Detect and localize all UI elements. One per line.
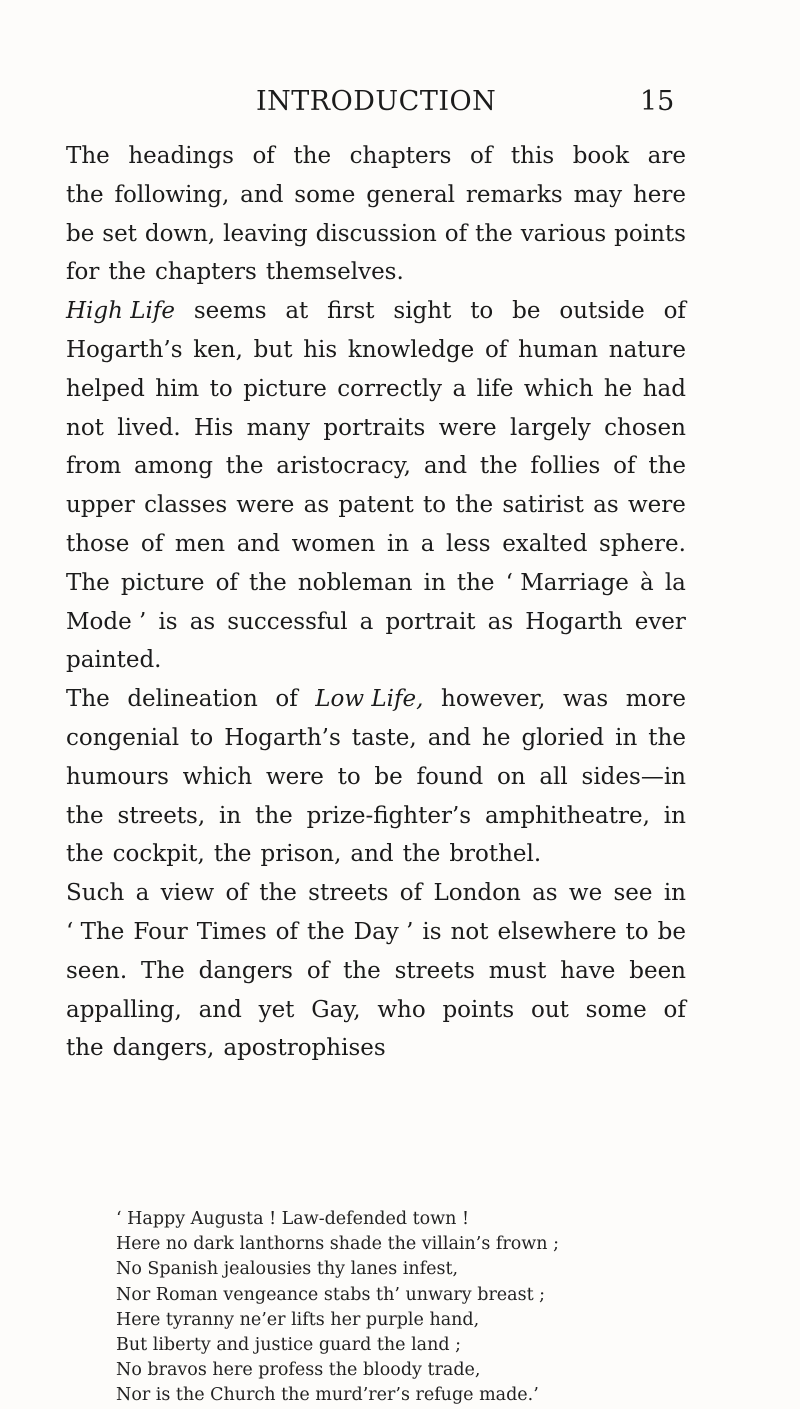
word: been (629, 957, 686, 984)
word: themselves. (265, 259, 404, 286)
word: points (442, 996, 515, 1023)
word: in (386, 530, 410, 557)
word: appalling, (66, 996, 182, 1023)
word: The (66, 686, 110, 713)
word: various (520, 220, 607, 247)
text-line (66, 215, 686, 254)
word: a (420, 530, 435, 557)
word: prize-fighter’s (306, 802, 472, 829)
text-line (66, 137, 686, 176)
word: headings (128, 143, 234, 169)
word: were (438, 414, 497, 441)
word: the (456, 569, 495, 596)
word: must (488, 957, 547, 984)
word: which (523, 375, 594, 402)
word: nature (608, 336, 686, 363)
word: and (240, 181, 284, 208)
word: to (470, 298, 494, 325)
verse-line: Nor Roman vengeance stabs th’ unwary breast ; (116, 1284, 546, 1305)
word: Such (66, 880, 125, 907)
word: of (252, 143, 275, 169)
word: remarks (465, 181, 563, 208)
text-line (66, 292, 686, 331)
word: the (343, 957, 381, 984)
text-line (66, 719, 686, 758)
word: in (663, 802, 686, 829)
word: on (496, 763, 526, 790)
word: however, (441, 686, 546, 713)
word: him (155, 375, 200, 402)
word: dangers, (112, 1035, 215, 1062)
word: life (476, 375, 514, 402)
running-title: INTRODUCTION (256, 86, 497, 117)
word: for (66, 259, 100, 286)
text-line (66, 603, 686, 642)
word: general (366, 181, 456, 208)
word: be (512, 298, 541, 325)
word: à (640, 569, 654, 596)
text-line (66, 758, 686, 797)
word: the (66, 181, 104, 208)
word: Hogarth (525, 608, 623, 635)
word: The (141, 957, 185, 984)
word: be (66, 220, 95, 247)
word: Hogarth’s (66, 336, 183, 363)
word: may (573, 181, 623, 208)
word: and (198, 996, 242, 1023)
word: Times (196, 918, 267, 945)
word: who (377, 996, 426, 1023)
word: of (469, 143, 493, 169)
word: taste, (351, 724, 417, 751)
word: the (455, 492, 494, 519)
word: book (572, 143, 630, 169)
word: the (259, 880, 297, 907)
word: human (518, 336, 599, 363)
word: were (236, 492, 295, 519)
word: chosen (604, 414, 686, 441)
word: of (306, 957, 330, 984)
word: Low Life, (315, 686, 424, 713)
word: ‘ Marriage (505, 569, 629, 596)
word: not (450, 918, 489, 945)
word: picture (120, 569, 205, 596)
word: largely (510, 414, 591, 441)
word: of (663, 298, 686, 325)
word: the (66, 841, 104, 868)
word: the (293, 143, 332, 169)
word: which (182, 763, 253, 790)
word: of (225, 880, 248, 907)
word: outside (559, 298, 645, 325)
verse-line: Nor is the Church the murd’rer’s refuge made.’ (116, 1385, 539, 1406)
word: a (359, 608, 374, 635)
word: painted. (66, 647, 162, 674)
word: ken, (193, 336, 243, 363)
word: have (560, 957, 616, 984)
word: first (327, 298, 375, 325)
word: London (433, 880, 521, 907)
word: brothel. (449, 841, 542, 868)
word: sphere. (599, 530, 686, 557)
word: out (531, 996, 569, 1023)
word: Gay, (311, 996, 361, 1023)
word: the (108, 259, 147, 286)
word: seen. (66, 957, 128, 984)
word: The (66, 569, 110, 596)
word: set (102, 220, 137, 247)
text-line (66, 680, 686, 719)
word: The (66, 143, 110, 169)
word: follies (530, 453, 601, 480)
word: less (446, 530, 491, 557)
text-line (66, 370, 686, 409)
text-line (66, 1029, 686, 1068)
word: streets, (117, 802, 206, 829)
word: the (66, 802, 104, 829)
word: the (402, 841, 441, 868)
word: gloried (521, 724, 605, 751)
verse-line: No Spanish jealousies thy lanes infest, (116, 1259, 459, 1280)
word: and (350, 841, 394, 868)
word: were (627, 492, 686, 519)
word: cockpit, (112, 841, 205, 868)
word: as (593, 492, 619, 519)
word: discussion (315, 220, 437, 247)
word: see (613, 880, 653, 907)
word: and (423, 453, 468, 480)
word: women (291, 530, 376, 557)
word: exalted (502, 530, 588, 557)
word: was (562, 686, 609, 713)
word: successful (227, 608, 348, 635)
word: High Life (66, 298, 176, 325)
word: lived. (117, 414, 181, 441)
word: of (484, 336, 508, 363)
word: many (246, 414, 310, 441)
text-line (66, 641, 686, 680)
word: we (568, 880, 603, 907)
text-line (66, 409, 686, 448)
word: to (337, 763, 361, 790)
word: his (303, 336, 338, 363)
word: portrait (385, 608, 476, 635)
word: not (66, 414, 104, 441)
word: of (140, 530, 164, 557)
word: in (423, 569, 446, 596)
text-line (66, 913, 686, 952)
word: portraits (323, 414, 426, 441)
word: but (253, 336, 293, 363)
text-line (66, 525, 686, 564)
word: la (664, 569, 686, 596)
word: from (66, 453, 122, 480)
word: aristocracy, (276, 453, 411, 480)
text-line (66, 991, 686, 1030)
word: patent (338, 492, 414, 519)
word: found (416, 763, 484, 790)
word: congenial (66, 724, 180, 751)
word: the (479, 453, 518, 480)
word: the (255, 802, 293, 829)
word: as (303, 492, 330, 519)
word: Four (133, 918, 188, 945)
word: the (66, 1035, 104, 1062)
word: men (174, 530, 226, 557)
text-line (66, 253, 686, 292)
body-text (66, 137, 686, 1068)
word: down, (144, 220, 216, 247)
word: amphitheatre, (484, 802, 650, 829)
word: humours (66, 763, 169, 790)
word: he (603, 375, 633, 402)
text-line (66, 176, 686, 215)
text-line (66, 564, 686, 603)
word: ever (634, 608, 686, 635)
word: yet (258, 996, 295, 1023)
word: sight (393, 298, 452, 325)
word: classes (144, 492, 228, 519)
word: leaving (223, 220, 308, 247)
word: to (423, 492, 447, 519)
word: is (158, 608, 178, 635)
word: to (625, 918, 649, 945)
word: be (657, 918, 686, 945)
word: some (585, 996, 647, 1023)
word: elsewhere (497, 918, 617, 945)
word: Hogarth’s (224, 724, 341, 751)
word: this (510, 143, 555, 169)
text-line (66, 874, 686, 913)
verse-line: Here tyranny ne’er lifts her purple hand, (116, 1309, 480, 1330)
word: among (134, 453, 213, 480)
word: be (374, 763, 403, 790)
word: view (160, 880, 215, 907)
word: all (539, 763, 568, 790)
word: some (294, 181, 356, 208)
word: picture (243, 375, 327, 402)
word: sides—in (581, 763, 686, 790)
page-number: 15 (640, 86, 675, 117)
page-header (0, 86, 800, 126)
word: of (444, 220, 468, 247)
word: chapters (155, 259, 257, 286)
word: to (209, 375, 233, 402)
text-line (66, 331, 686, 370)
verse-line: No bravos here profess the bloody trade, (116, 1360, 481, 1381)
word: of (613, 453, 636, 480)
word: a (135, 880, 150, 907)
word: chapters (349, 143, 452, 169)
word: upper (66, 492, 135, 519)
word: the (475, 220, 513, 247)
word: those (66, 530, 130, 557)
word: of (275, 686, 298, 713)
word: points (614, 220, 686, 247)
word: of (275, 918, 298, 945)
text-line (66, 797, 686, 836)
word: nobleman (297, 569, 413, 596)
verse-line: But liberty and justice guard the land ; (116, 1334, 462, 1355)
word: of (663, 996, 686, 1023)
word: ‘ The (66, 918, 125, 945)
word: dangers (198, 957, 293, 984)
verse-line: ‘ Happy Augusta ! Law-defended town ! (116, 1209, 470, 1229)
word: correctly (337, 375, 443, 402)
word: in (615, 724, 638, 751)
word: in (663, 880, 686, 907)
word: were (265, 763, 324, 790)
word: here (632, 181, 686, 208)
word: as (487, 608, 514, 635)
word: are (647, 143, 686, 169)
word: and (427, 724, 471, 751)
word: at (285, 298, 309, 325)
word: His (194, 414, 234, 441)
word: helped (66, 375, 145, 402)
word: the (648, 453, 686, 480)
word: of (399, 880, 423, 907)
word: the (648, 724, 686, 751)
text-line (66, 835, 686, 874)
word: delineation (127, 686, 258, 713)
word: as (189, 608, 216, 635)
text-line (66, 952, 686, 991)
word: prison, (260, 841, 342, 868)
word: is (422, 918, 442, 945)
word: to (190, 724, 214, 751)
word: more (625, 686, 686, 713)
word: of (215, 569, 238, 596)
word: satirist (502, 492, 584, 519)
word: Mode ’ (66, 608, 147, 635)
verse-quotation (116, 1207, 676, 1409)
word: following, (114, 181, 230, 208)
word: the (225, 453, 264, 480)
word: the (249, 569, 287, 596)
word: seems (193, 298, 267, 325)
word: Day ’ (353, 918, 414, 945)
word: he (482, 724, 511, 751)
word: knowledge (347, 336, 475, 363)
word: as (532, 880, 558, 907)
word: apostrophises (223, 1035, 386, 1062)
word: and (236, 530, 280, 557)
word: streets (308, 880, 389, 907)
word: in (219, 802, 242, 829)
text-line (66, 447, 686, 486)
word: the (306, 918, 345, 945)
word: streets (394, 957, 475, 984)
word: a (452, 375, 467, 402)
text-line (66, 486, 686, 525)
word: had (642, 375, 686, 402)
word: the (213, 841, 252, 868)
verse-line: Here no dark lanthorns shade the villain’s frown ; (116, 1234, 559, 1255)
